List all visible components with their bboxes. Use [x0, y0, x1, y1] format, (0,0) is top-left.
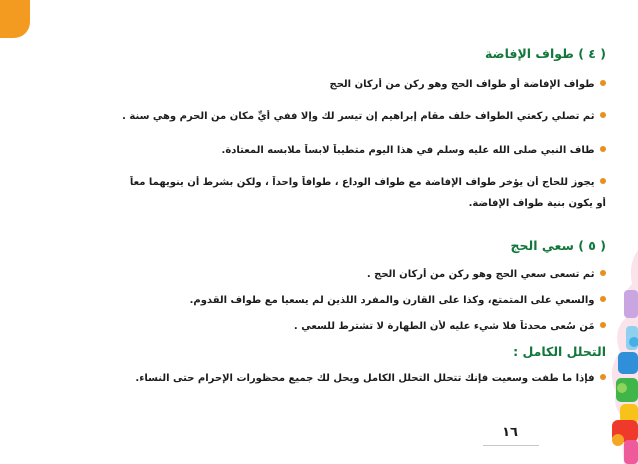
bullet-text: طواف الإفاضة أو طواف الحج وهو ركن من أركان الحج — [329, 79, 595, 90]
bullet-dot-icon — [600, 80, 606, 86]
bullet-item — [42, 320, 606, 334]
bullet-dot-icon — [600, 178, 606, 184]
bullet-item — [42, 294, 606, 308]
green-puzzle-piece — [616, 378, 638, 402]
bullet-item — [42, 78, 606, 92]
bullet-dot-icon — [600, 374, 606, 380]
bullet-text: ثم تسعى سعي الحج وهو ركن من أركان الحج . — [366, 269, 595, 280]
corner-tab-decoration — [0, 0, 30, 38]
bullet-text: فإذا ما طفت وسعيت فإنك تتحلل التحلل الكامل ويحل لك جميع محظورات الإحرام حتى النساء. — [135, 373, 595, 384]
page-content — [42, 0, 606, 464]
bullet-item — [42, 268, 606, 282]
bullet-text: ثم تصلي ركعتي الطواف خلف مقام إبراهيم إن تيسر لك وإلا ففي أيِّ مكان من الحرم وهي سنة . — [122, 111, 595, 122]
page-number-rule — [483, 445, 539, 446]
bullet-text: طاف النبي صلى الله عليه وسلم في هذا اليوم متطيباً لابساً ملابسه المعتادة. — [221, 145, 595, 156]
section-title-sai-al-hajj: ( ٥ ) سعي الحج — [510, 238, 606, 253]
bullet-item — [42, 372, 606, 386]
pink-puzzle-piece — [624, 440, 638, 464]
page-number: ١٦ — [502, 425, 518, 440]
bullet-item — [42, 144, 606, 158]
orange-puzzle-knob — [612, 434, 624, 446]
bullet-dot-icon — [600, 270, 606, 276]
section-title-tahallul: التحلل الكامل : — [513, 344, 606, 359]
bullet-dot-icon — [600, 112, 606, 118]
yellow-puzzle-piece — [620, 404, 638, 424]
lavender-puzzle-piece — [624, 290, 638, 318]
bullet-dot-icon — [600, 322, 606, 328]
bullet-item — [42, 110, 606, 124]
green-puzzle-knob — [617, 383, 627, 393]
red-puzzle-piece — [612, 420, 638, 442]
section-title-tawaf-ifada: ( ٤ ) طواف الإفاضة — [484, 46, 606, 61]
light-blue-puzzle-piece — [626, 326, 638, 350]
pink-backdrop-shape — [612, 250, 638, 464]
blue-puzzle-knob — [629, 337, 638, 347]
bullet-text: يجوز للحاج أن يؤخر طواف الإفاضة مع طواف الوداع ، طوافاً واحداً ، ولكن بشرط أن ينويهما معاً — [129, 177, 595, 188]
bullet-dot-icon — [600, 146, 606, 152]
bullet-dot-icon — [600, 296, 606, 302]
bullet-text: مَن سُعى محدثاً فلا شيء عليه لأن الطهارة لا تشترط للسعي . — [293, 321, 595, 332]
blue-puzzle-piece — [618, 352, 638, 374]
bullet-continuation: أو يكون بنية طواف الإفاضة. — [468, 198, 606, 209]
bullet-text: والسعي على المتمتع، وكذا على القارن والمفرد اللذين لم يسعيا مع طواف القدوم. — [189, 295, 595, 306]
bullet-item — [42, 176, 606, 190]
